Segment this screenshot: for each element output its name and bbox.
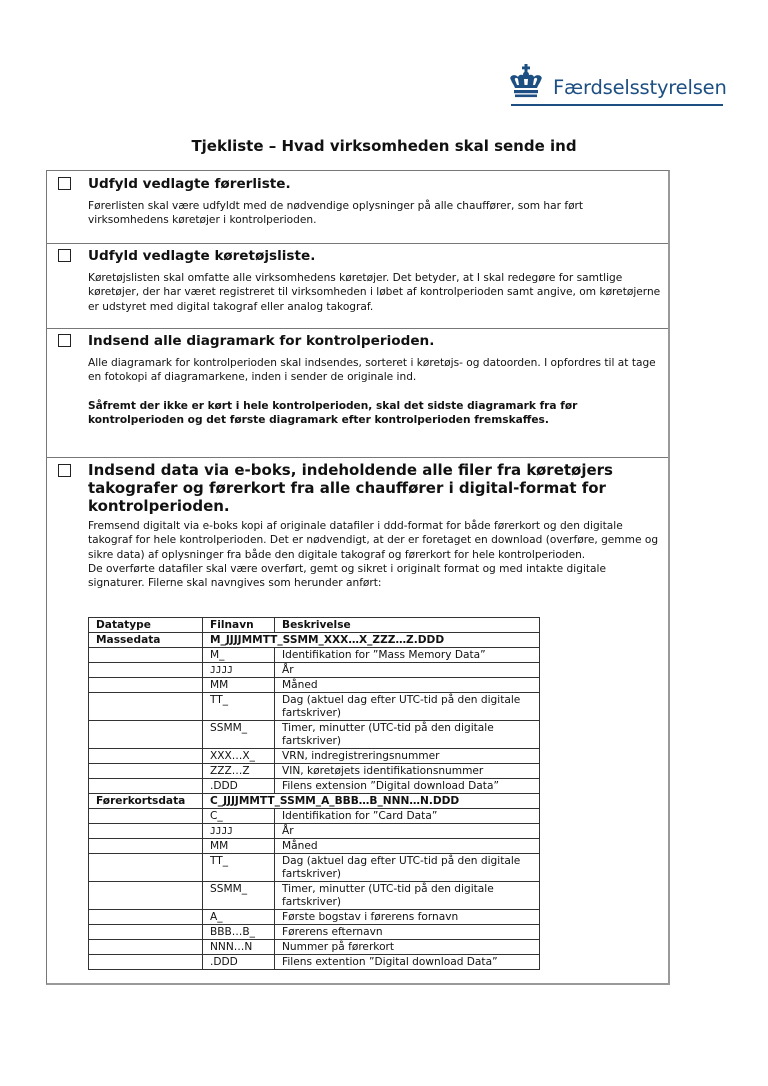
filnavn-cell: JJJJ (203, 663, 275, 678)
checklist-item-driver-list (47, 171, 668, 244)
table-group-row (89, 794, 540, 809)
table-row (89, 955, 540, 970)
logo-underline (511, 104, 723, 106)
table-row (89, 824, 540, 839)
checklist-heading: Udfyld vedlagte køretøjsliste. (88, 248, 316, 264)
checkbox-vehicle-list[interactable] (58, 249, 71, 262)
beskrivelse-cell: Måned (275, 678, 540, 693)
filename-pattern: M_JJJJMMTT_SSMM_XXX…X_ZZZ…Z.DDD (203, 633, 540, 648)
table-row (89, 693, 540, 721)
table-header-row (89, 618, 540, 633)
filnavn-cell: JJJJ (203, 824, 275, 839)
beskrivelse-cell: Første bogstav i førerens fornavn (275, 910, 540, 925)
table-row (89, 809, 540, 824)
table-row (89, 648, 540, 663)
filnavn-cell: NNN…N (203, 940, 275, 955)
filnavn-cell: BBB…B_ (203, 925, 275, 940)
table-row (89, 910, 540, 925)
beskrivelse-cell: Timer, minutter (UTC-tid på den digitale fartskriver) (275, 882, 540, 910)
checklist-item-vehicle-list (47, 244, 668, 329)
checklist-item-digital-data (47, 458, 668, 984)
table-row (89, 678, 540, 693)
filnavn-cell: .DDD (203, 955, 275, 970)
table-row (89, 764, 540, 779)
checklist-box (46, 170, 670, 985)
paragraph: Køretøjslisten skal omfatte alle virksomhedens køretøjer. Det betyder, at I skal redegøre for samtlige køretøjer, der har været registreret til virksomheden i løbet af kontrolperioden samt angive, om køretøjerne er udstyret med digital takograf eller analog takograf. (88, 272, 661, 313)
table-row (89, 854, 540, 882)
table-row (89, 925, 540, 940)
checkbox-diagram-sheets[interactable] (58, 334, 71, 347)
logo-wordmark: Færdselsstyrelsen (553, 76, 727, 99)
faerdselsstyrelsen-logo (505, 64, 727, 108)
beskrivelse-cell: Filens extension ”Digital download Data” (275, 779, 540, 794)
checklist-heading: Indsend alle diagramark for kontrolperioden. (88, 333, 435, 349)
beskrivelse-cell: Førerens efternavn (275, 925, 540, 940)
beskrivelse-cell: Identifikation for ”Card Data” (275, 809, 540, 824)
bold-note: Såfremt der ikke er kørt i hele kontrolperioden, skal det sidste diagramark fra før kontrolperioden og det første diagramark efter kontrolperioden fremskaffes. (88, 399, 578, 426)
header-filnavn: Filnavn (203, 618, 275, 633)
beskrivelse-cell: Filens extention ”Digital download Data” (275, 955, 540, 970)
file-naming-table (88, 617, 540, 970)
header-beskrivelse: Beskrivelse (275, 618, 540, 633)
table-row (89, 940, 540, 955)
checklist-item-diagram-sheets (47, 329, 668, 458)
paragraph: Fremsend digitalt via e-boks kopi af originale datafiler i ddd-format for både førerkort og den digitale takograf for hele kontrolperioden. Det er nødvendigt, at der er foretaget en download (overføre, gemme og sikre data) af oplysninger fra både den digitale takograf og førerkort for hele kontrolperioden. (88, 520, 659, 561)
filename-pattern: C_JJJJMMTT_SSMM_A_BBB…B_NNN…N.DDD (203, 794, 540, 809)
beskrivelse-cell: Dag (aktuel dag efter UTC-tid på den digitale fartskriver) (275, 854, 540, 882)
paragraph: Alle diagramark for kontrolperioden skal indsendes, sorteret i køretøjs- og datoorden. I opfordres til at tage en fotokopi af diagramarkene, inden i sender de originale ind. (88, 357, 656, 384)
filnavn-cell: A_ (203, 910, 275, 925)
page-title: Tjekliste – Hvad virksomheden skal sende ind (191, 137, 577, 155)
filnavn-cell: XXX…X_ (203, 749, 275, 764)
beskrivelse-cell: Måned (275, 839, 540, 854)
filnavn-cell: M_ (203, 648, 275, 663)
table-row (89, 721, 540, 749)
beskrivelse-cell: VIN, køretøjets identifikationsnummer (275, 764, 540, 779)
checklist-heading: Udfyld vedlagte førerliste. (88, 176, 291, 192)
beskrivelse-cell: Identifikation for ”Mass Memory Data” (275, 648, 540, 663)
filnavn-cell: MM (203, 678, 275, 693)
filnavn-cell: TT_ (203, 854, 275, 882)
checklist-description (88, 271, 662, 314)
paragraph: De overførte datafiler skal være overført, gemt og sikret i originalt format og med intakte digitale signaturer. Filerne skal navngives som herunder anført: (88, 562, 606, 590)
table-row (89, 749, 540, 764)
table-row (89, 882, 540, 910)
checklist-heading: Indsend data via e-boks, indeholdende alle filer fra køretøjers takografer og førerkort fra alle chauffører i digital-format for kontrolperioden. (88, 461, 613, 515)
beskrivelse-cell: Timer, minutter (UTC-tid på den digitale fartskriver) (275, 721, 540, 749)
checklist-description (88, 199, 662, 228)
filnavn-cell: ZZZ…Z (203, 764, 275, 779)
checklist-description (88, 519, 662, 590)
beskrivelse-cell: År (275, 824, 540, 839)
checkbox-digital-data[interactable] (58, 464, 71, 477)
crown-icon (507, 64, 545, 100)
checkbox-driver-list[interactable] (58, 177, 71, 190)
filnavn-cell: SSMM_ (203, 721, 275, 749)
beskrivelse-cell: År (275, 663, 540, 678)
table-row (89, 779, 540, 794)
filnavn-cell: C_ (203, 809, 275, 824)
filnavn-cell: MM (203, 839, 275, 854)
filnavn-cell: .DDD (203, 779, 275, 794)
table-row (89, 839, 540, 854)
checklist-description (88, 356, 662, 427)
table-group-row (89, 633, 540, 648)
table-row (89, 663, 540, 678)
header-datatype: Datatype (89, 618, 203, 633)
paragraph: Førerlisten skal være udfyldt med de nødvendige oplysninger på alle chauffører, som har ført virksomhedens køretøjer i kontrolperioden. (88, 200, 584, 227)
beskrivelse-cell: Nummer på førerkort (275, 940, 540, 955)
filnavn-cell: TT_ (203, 693, 275, 721)
beskrivelse-cell: VRN, indregistreringsnummer (275, 749, 540, 764)
datatype-cell: Massedata (89, 633, 203, 648)
filnavn-cell: SSMM_ (203, 882, 275, 910)
beskrivelse-cell: Dag (aktuel dag efter UTC-tid på den digitale fartskriver) (275, 693, 540, 721)
datatype-cell: Førerkortsdata (89, 794, 203, 809)
